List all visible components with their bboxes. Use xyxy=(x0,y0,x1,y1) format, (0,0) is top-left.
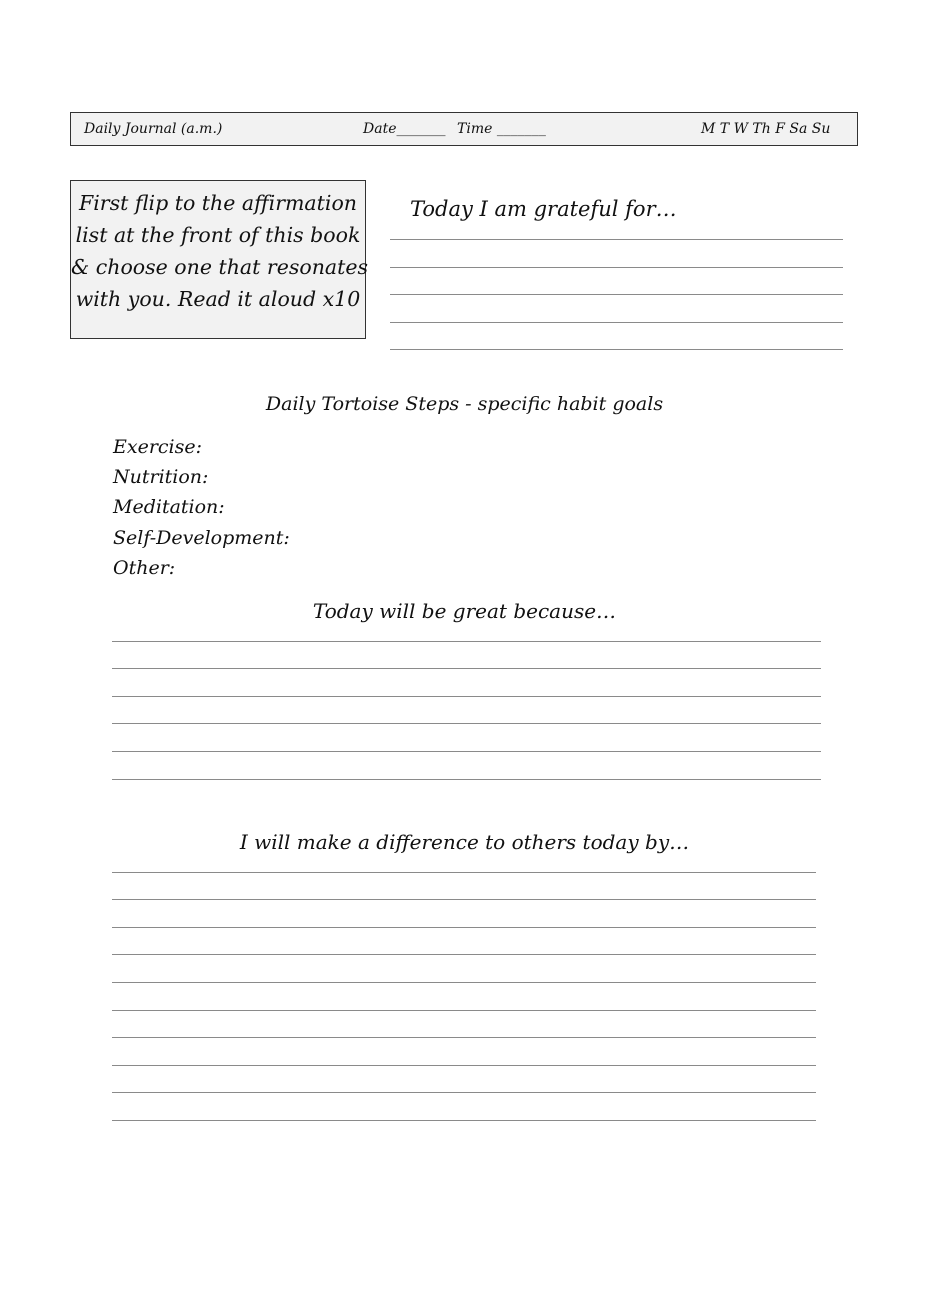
difference-writing-line[interactable] xyxy=(112,954,816,955)
difference-writing-line[interactable] xyxy=(112,1092,816,1093)
affirmation-line: First flip to the affirmation xyxy=(78,191,357,215)
difference-heading: I will make a difference to others today by… xyxy=(239,830,690,854)
difference-writing-line[interactable] xyxy=(112,1065,816,1066)
habit-other-label: Other: xyxy=(113,557,176,579)
affirmation-line: & choose one that resonates xyxy=(71,255,369,279)
great-writing-line[interactable] xyxy=(112,668,821,669)
grateful-writing-line[interactable] xyxy=(390,294,843,295)
habit-exercise-label: Exercise: xyxy=(113,436,203,458)
difference-writing-line[interactable] xyxy=(112,899,816,900)
habit-goals-heading: Daily Tortoise Steps - specific habit goals xyxy=(265,393,664,415)
journal-title: Daily Journal (a.m.) xyxy=(84,121,223,137)
affirmation-line: list at the front of this book xyxy=(75,223,361,247)
difference-writing-line[interactable] xyxy=(112,982,816,983)
great-writing-line[interactable] xyxy=(112,696,821,697)
great-writing-line[interactable] xyxy=(112,723,821,724)
grateful-writing-line[interactable] xyxy=(390,322,843,323)
great-writing-line[interactable] xyxy=(112,751,821,752)
affirmation-line: with you. Read it aloud x10 xyxy=(75,287,361,311)
great-writing-line[interactable] xyxy=(112,641,821,642)
habit-self-development-label: Self-Development: xyxy=(113,527,290,549)
great-because-heading: Today will be great because… xyxy=(312,599,617,623)
journal-header-bar xyxy=(70,112,858,146)
difference-writing-line[interactable] xyxy=(112,872,816,873)
grateful-writing-line[interactable] xyxy=(390,349,843,350)
grateful-writing-line[interactable] xyxy=(390,239,843,240)
habit-meditation-label: Meditation: xyxy=(113,496,225,518)
time-field[interactable]: Time _______ xyxy=(457,121,546,137)
grateful-writing-line[interactable] xyxy=(390,267,843,268)
great-writing-line[interactable] xyxy=(112,779,821,780)
grateful-heading: Today I am grateful for… xyxy=(410,197,677,221)
difference-writing-line[interactable] xyxy=(112,1010,816,1011)
difference-writing-line[interactable] xyxy=(112,1037,816,1038)
difference-writing-line[interactable] xyxy=(112,1120,816,1121)
habit-nutrition-label: Nutrition: xyxy=(113,466,209,488)
difference-writing-line[interactable] xyxy=(112,927,816,928)
date-field[interactable]: Date_______ xyxy=(363,121,446,137)
weekday-selector[interactable]: M T W Th F Sa Su xyxy=(701,121,831,137)
affirmation-instruction-box xyxy=(70,180,369,339)
